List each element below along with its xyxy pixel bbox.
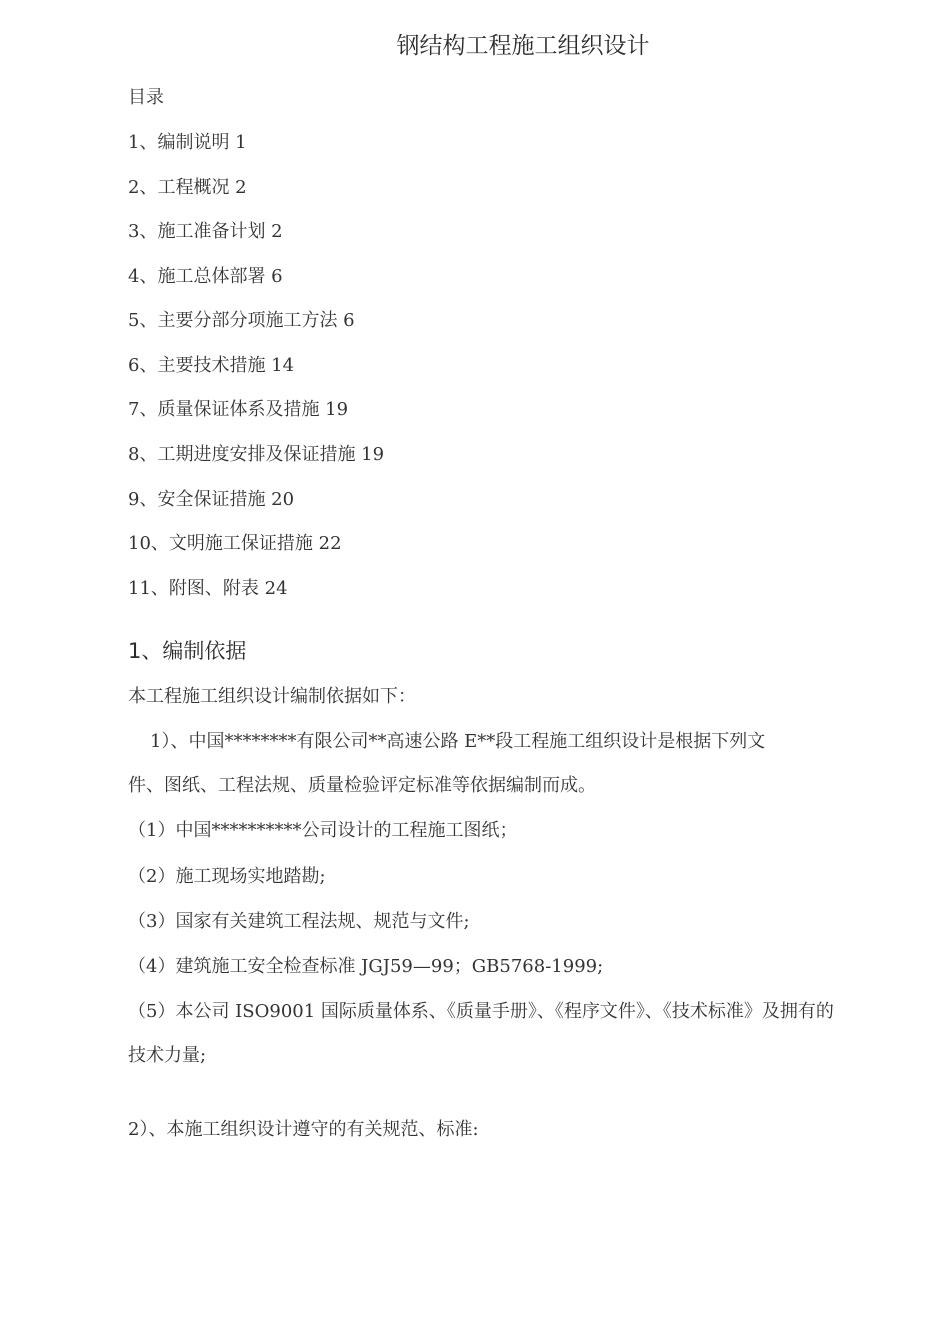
document-title: 钢结构工程施工组织设计 <box>396 33 650 59</box>
toc-item: 7、质量保证体系及措施 19 <box>128 399 349 420</box>
toc-item: 8、工期进度安排及保证措施 19 <box>128 444 385 465</box>
basis-item: （5）本公司 ISO9001 国际质量体系、《质量手册》、《程序文件》、《技术标准》及拥有的 <box>128 1001 834 1022</box>
paragraph: 2）、本施工组织设计遵守的有关规范、标准: <box>128 1119 479 1140</box>
basis-item: （1）中国**********公司设计的工程施工图纸； <box>128 820 518 841</box>
basis-item: （2）施工现场实地踏勘; <box>128 866 326 887</box>
toc-item: 3、施工准备计划 2 <box>128 221 283 242</box>
paragraph-line: 1）、中国********有限公司**高速公路 E**段工程施工组织设计是根据下列文 <box>150 731 766 752</box>
section-intro: 本工程施工组织设计编制依据如下： <box>128 686 416 707</box>
toc-heading: 目录 <box>128 87 164 108</box>
toc-item: 5、主要分部分项施工方法 6 <box>128 310 355 331</box>
paragraph-line: 件、图纸、工程法规、质量检验评定标准等依据编制而成。 <box>128 775 596 796</box>
toc-item: 11、附图、附表 24 <box>128 578 288 599</box>
toc-item: 1、编制说明 1 <box>128 132 247 153</box>
toc-item: 2、工程概况 2 <box>128 177 247 198</box>
toc-item: 10、文明施工保证措施 22 <box>128 533 342 554</box>
toc-item: 4、施工总体部署 6 <box>128 266 283 287</box>
section-heading: 1、编制依据 <box>128 639 247 663</box>
basis-item: 技术力量; <box>128 1045 207 1066</box>
basis-item: （4）建筑施工安全检查标准 JGJ59—99；GB5768-1999; <box>128 956 604 977</box>
basis-item: （3）国家有关建筑工程法规、规范与文件; <box>128 911 470 932</box>
toc-item: 6、主要技术措施 14 <box>128 355 295 376</box>
toc-item: 9、安全保证措施 20 <box>128 489 295 510</box>
